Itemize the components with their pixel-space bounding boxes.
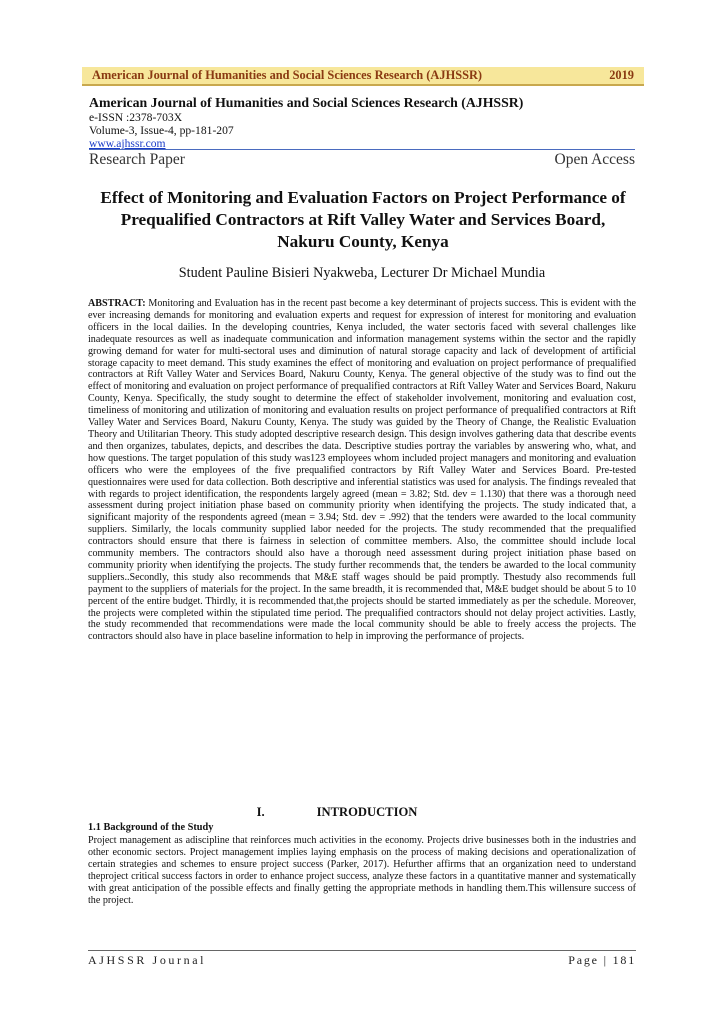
access-type-label: Open Access <box>554 151 635 168</box>
paper-type-label: Research Paper <box>89 151 185 168</box>
introduction-text: Project management as adiscipline that reinforces much activities in the economy. Projects drive businesses both in the industries and other economic sectors. Project management implies laying emphasis on the process of making decisions and operationalization of certain strategies and schemes to ensure project success (Parker, 2017). Hefurther affirms that an organization need to understand theproject critical success factors in order to enhance project success, analyze these factors in a quantitative manner and systematically with great anticipation of the possible effects and finally getting the appropriate methods in handling them.This willensure success of the project. <box>88 835 636 906</box>
volume-issue: Volume-3, Issue-4, pp-181-207 <box>89 124 234 137</box>
subsection-heading: 1.1 Background of the Study <box>88 822 214 833</box>
eissn: e-ISSN :2378-703X <box>89 111 183 124</box>
abstract <box>88 298 636 643</box>
journal-header-bar <box>82 67 644 86</box>
footer-journal: AJHSSR Journal <box>88 953 207 967</box>
authors: Student Pauline Bisieri Nyakweba, Lecturer Dr Michael Mundia <box>178 265 546 281</box>
page-footer <box>88 950 636 968</box>
section-number: I. <box>256 805 265 819</box>
paper-type-bar <box>89 149 635 169</box>
paper-title: Effect of Monitoring and Evaluation Factors on Project Performance of Prequalified Contractors at Rift Valley Water and Services Board, Nakuru County, Kenya <box>100 188 626 251</box>
journal-header-year: 2019 <box>609 68 634 82</box>
footer-page-number: Page | 181 <box>568 953 636 967</box>
section-heading <box>88 805 636 820</box>
journal-header-name: American Journal of Humanities and Social Sciences Research (AJHSSR) <box>92 68 483 82</box>
journal-title: American Journal of Humanities and Social Sciences Research (AJHSSR) <box>89 95 524 110</box>
section-title: INTRODUCTION <box>316 805 418 819</box>
abstract-label: ABSTRACT: <box>88 298 146 309</box>
journal-meta <box>89 95 649 150</box>
website-link[interactable]: www.ajhssr.com <box>89 137 166 150</box>
abstract-text: Monitoring and Evaluation has in the recent past become a key determinant of projects success. This is evident with the ever increasing demands for monitoring and evaluation experts and request for expression of interest for monitoring and evaluation officers in the local dailies. In the developing countries, Kenya included, the water sectoris faced with several challenges like inadequate resources as well as inadequate communication and information management systems within the sector and the rapidly growing demand for water for multi-sectoral uses and diminution of natural storage capacity and lack of development of artificial storage capacity to meet demand. This study examines the effect of monitoring and evaluation on project performance of prequalified contractors at Rift Valley Water and Services Board, Nakuru County, Kenya. The general objective of the study was to find out the effect of monitoring and evaluation on project performance of prequalified contractors at Rift Valley Water and Services Board, Nakuru County, Kenya. Specifically, the study sought to determine the effect of stakeholder involvement, monitoring and evaluation cost, timeliness of monitoring and utilization of monitoring and evaluation results on project performance of prequalified contractors at Rift Valley Water and Services Board, Nakuru County, Kenya. The study was guided by the Theory of Change, the Realistic Evaluation Theory and Utilitarian Theory. This study adopted descriptive research design. This design involves gathering data that describe events and then organizes, tabulates, depicts, and describes the data. Descriptive studies portray the variables by answering who, what, and how questions. The target population of this study was123 employees whom included project managers and monitoring and evaluation officers who were the employees of the five prequalified contractors by Rift Valley Water and Services Board. Pre-tested questionnaires were used for data collection. Both descriptive and inferential statistics was used for analysis. The findings revealed that with regards to project identification, the respondents largely agreed (mean = 3.82; Std. dev = 1.130) that there was a thorough need assessment during project initiation phase based on community priority when identifying the projects. The study indicated that, a significant majority of the respondents agreed (mean = 3.94; Std. dev = .992) that the tenders were awarded to the local community suppliers. Similarly, the locals community supplied labor needed for the projects. The study recommended that the prequalified contractors should ensure that there is fairness in selection of committee members. Also, the committee should include local community members. The contractors should also have a thorough need assessment during project initiation phase based on community priority when identifying the projects. The study further recommends that, the tenders be awarded to the local community suppliers..Secondly, this study also recommends that M&E staff wages should be paid promptly. Thestudy also recommends full payment to the suppliers of materials for the project. In the same breadth, it is recommended that, M&E budget should be about 5 to 10 percent of the entire budget. Thirdly, it is recommended that,the projects should be started immediately as per the schedule. Moreover, the projects were completed within the stipulated time period. The prequalified contractors should not delay project activities. Lastly, the study recommended that recommendations were made the local community should be able to freely access the projects. The contractors should also have in place baseline information to help in improving the performance of projects. <box>88 298 636 643</box>
